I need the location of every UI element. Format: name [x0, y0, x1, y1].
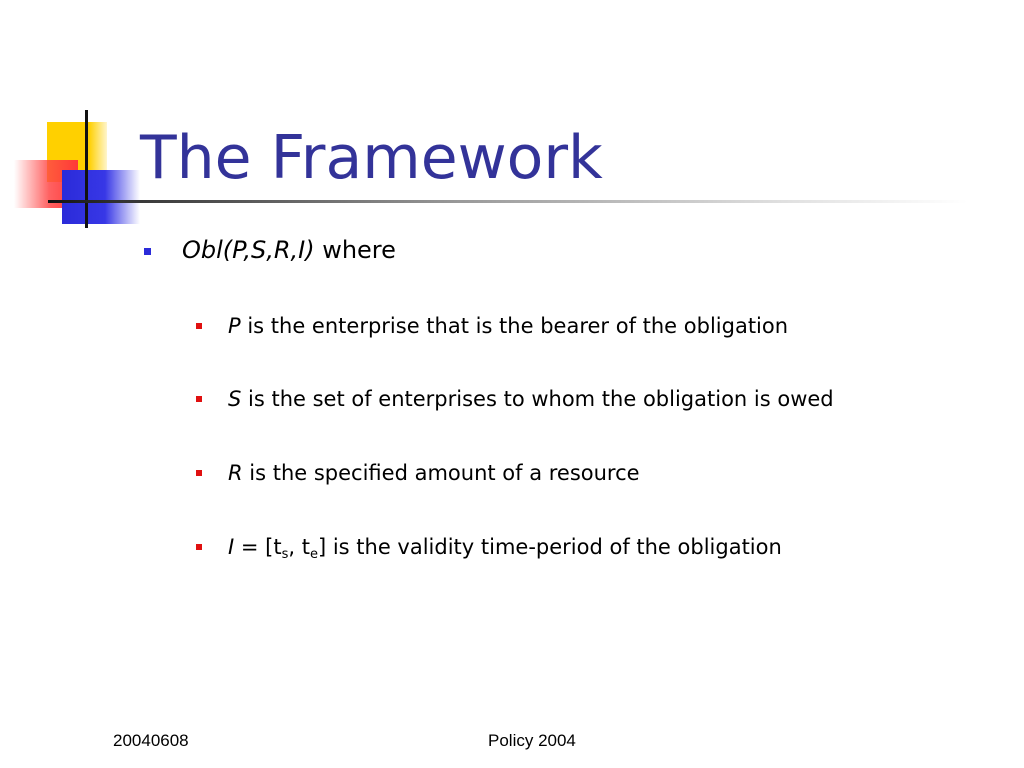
slide-title: The Framework — [140, 123, 603, 193]
sub-bullet-text — [228, 381, 834, 417]
bullet-square-icon — [196, 470, 202, 476]
sub-bullet-text — [228, 308, 788, 344]
sub-bullet-desc: is the enterprise that is the bearer of the obligation — [240, 314, 789, 338]
sub-bullet-term: I — [228, 535, 235, 559]
sub-bullet-term: R — [228, 461, 243, 485]
sub-bullet-suffix: ] is the validity time-period of the obligation — [317, 535, 782, 559]
sub-bullet-desc: is the specified amount of a resource — [242, 461, 640, 485]
bullet-square-icon — [196, 323, 202, 329]
subscript-s: s — [281, 547, 289, 562]
bullet-square-icon — [196, 544, 202, 550]
footer-date: 20040608 — [113, 731, 189, 750]
sub-bullet-desc: is the set of enterprises to whom the obligation is owed — [241, 387, 834, 411]
sub-bullet-text — [228, 529, 782, 565]
sub-bullet-term: P — [228, 314, 241, 338]
decor-blue-square — [62, 170, 140, 224]
sub-bullet-term: S — [228, 387, 242, 411]
bullet-square-icon — [196, 396, 202, 402]
decor-vertical-line — [85, 110, 88, 228]
title-underline — [48, 200, 968, 203]
main-bullet-term: Obl(P,S,R,I) — [182, 236, 315, 264]
sub-bullet-middle: , t — [288, 535, 310, 559]
main-bullet-where: where — [314, 236, 396, 264]
bullet-square-icon — [144, 248, 151, 255]
sub-bullet-text — [228, 455, 640, 491]
sub-bullet-prefix: = [t — [234, 535, 282, 559]
footer-title: Policy 2004 — [488, 731, 576, 750]
main-bullet-text — [182, 230, 396, 270]
subscript-e: e — [309, 547, 318, 562]
